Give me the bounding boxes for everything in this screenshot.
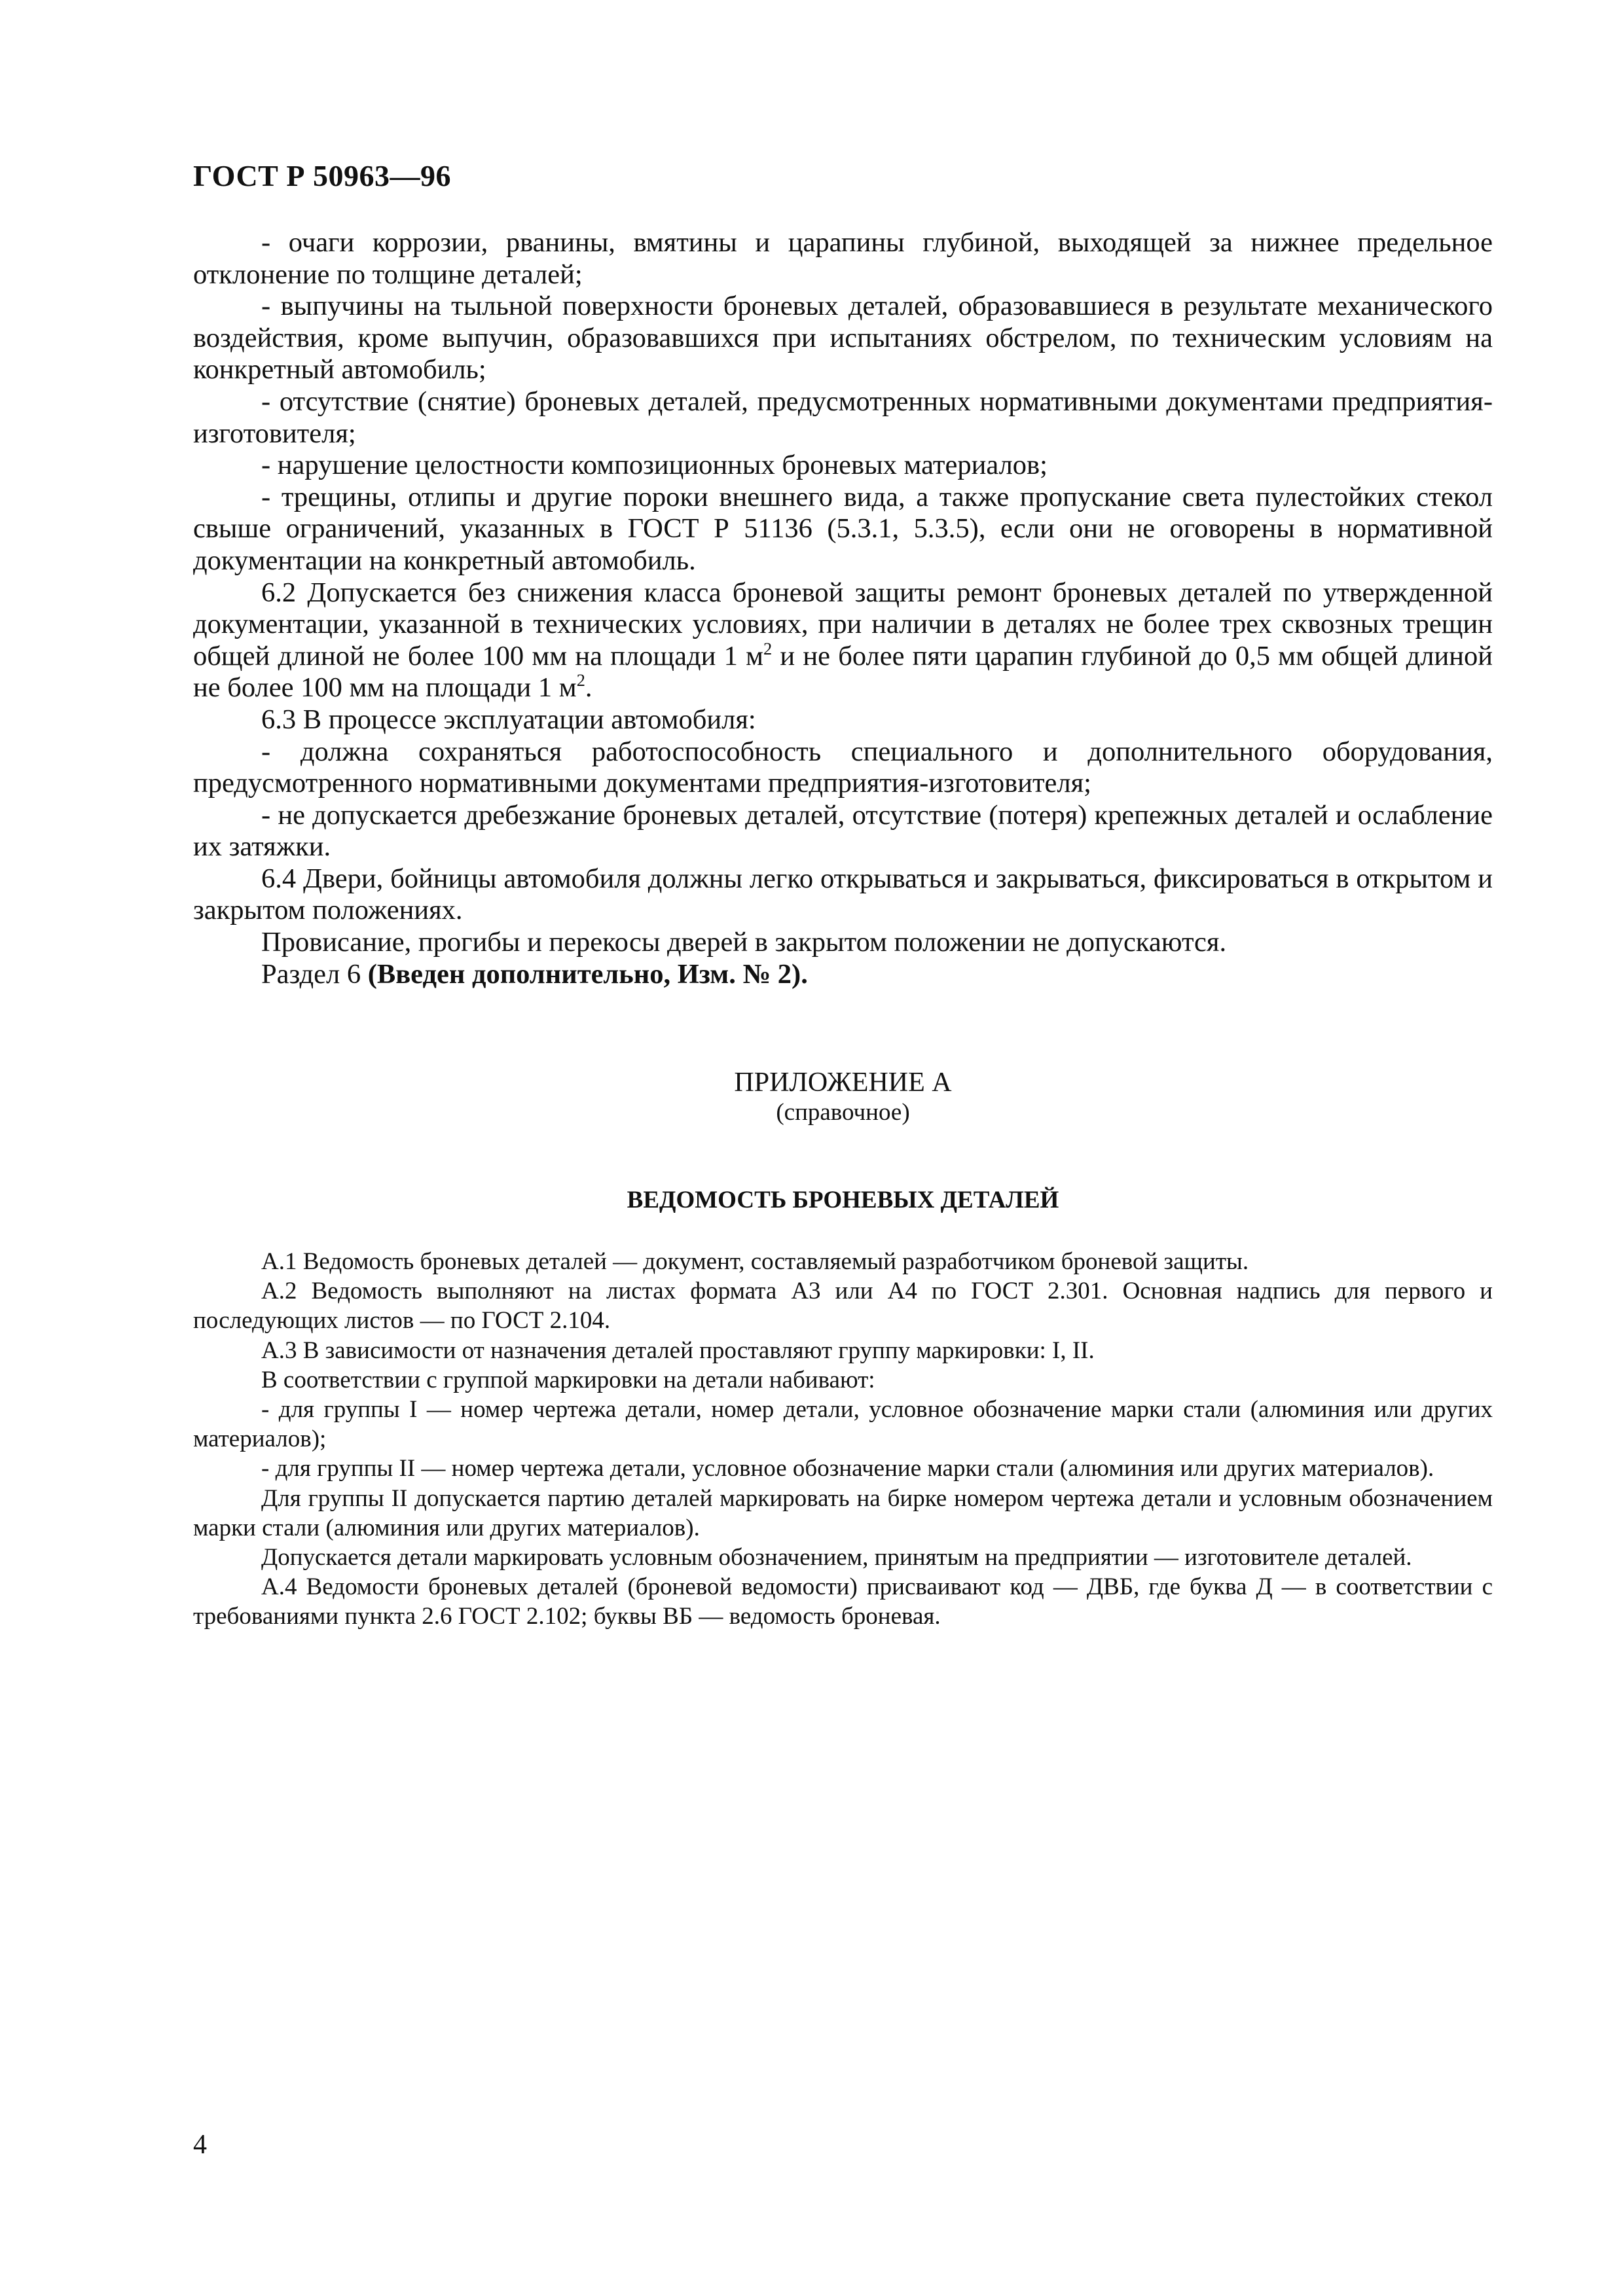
appendix-heading: ВЕДОМОСТЬ БРОНЕВЫХ ДЕТАЛЕЙ — [627, 1187, 1059, 1213]
paragraph-6-4: 6.4 Двери, бойницы автомобиля должны легко открываться и закрываться, фиксироваться в открытом и закрытом положениях. — [193, 863, 1493, 926]
section-6-text — [193, 227, 1493, 990]
list-item: - не допускается дребезжание броневых деталей, отсутствие (потеря) крепежных деталей и ослабление их затяжки. — [193, 799, 1493, 863]
list-item: - должна сохраняться работоспособность специального и дополнительного оборудования, предусмотренного нормативными документами предприятия-изготовителя; — [193, 736, 1493, 799]
list-item: - отсутствие (снятие) броневых деталей, предусмотренных нормативными документами предприятия-изготовителя; — [193, 386, 1493, 449]
paragraph: А.2 Ведомость выполняют на листах формата А3 или А4 по ГОСТ 2.301. Основная надпись для первого и последующих листов — по ГОСТ 2.104. — [193, 1278, 1493, 1335]
paragraph: Допускается детали маркировать условным обозначением, принятым на предприятии — изготовителе деталей. — [261, 1544, 1412, 1571]
list-item: - очаги коррозии, рванины, вмятины и царапины глубиной, выходящей за нижнее предельное отклонение по толщине деталей; — [193, 227, 1493, 290]
paragraph: А.4 Ведомости броневых деталей (броневой ведомости) присваивают код — ДВБ, где буква Д — в соответствии с требованиями пункта 2.6 ГОСТ 2.102; буквы ВБ — ведомость броневая. — [193, 1573, 1493, 1630]
appendix-header — [193, 1067, 1493, 1127]
paragraph: Для группы II допускается партию деталей маркировать на бирке номером чертежа детали и условным обозначением марки стали (алюминия или других материалов). — [193, 1484, 1493, 1541]
paragraph: Провисание, прогибы и перекосы дверей в закрытом положении не допускаются. — [261, 927, 1227, 958]
paragraph: А.1 Ведомость броневых деталей — документ, составляемый разработчиком броневой защиты. — [261, 1248, 1249, 1275]
document-code: ГОСТ Р 50963—96 — [193, 159, 451, 192]
list-item: - нарушение целостности композиционных броневых материалов; — [261, 450, 1048, 481]
paragraph-6-3: 6.3 В процессе эксплуатации автомобиля: — [261, 704, 756, 735]
paragraph: В соответствии с группой маркировки на детали набивают: — [261, 1366, 875, 1393]
list-item: - для группы I — номер чертежа детали, номер детали, условное обозначение марки стали (алюминия или других материалов); — [193, 1396, 1493, 1453]
page-number: 4 — [193, 2130, 207, 2160]
paragraph: А.3 В зависимости от назначения деталей проставляют группу маркировки: I, II. — [261, 1336, 1095, 1364]
amendment-note: Раздел 6 (Введен дополнительно, Изм. № 2). — [261, 958, 808, 990]
appendix-text — [193, 1247, 1493, 1632]
list-item: - выпучины на тыльной поверхности броневых деталей, образовавшиеся в результате механического воздействия, кроме выпучин, образовавшихся при испытаниях обстрелом, по техническим условиям на конкретный автомобиль; — [193, 291, 1493, 386]
paragraph-6-2: 6.2 Допускается без снижения класса броневой защиты ремонт броневых деталей по утвержденной документации, указанной в технических условиях, при наличии в деталях не более трех сквозных трещин общей длиной не более 100 мм на площади 1 $м^2$ и не более пяти царапин глубиной до 0,5 мм общей длиной не более 100 мм на площади 1 $м^2$. — [193, 577, 1493, 704]
appendix-title: ПРИЛОЖЕНИЕ А — [734, 1067, 952, 1098]
list-item: - для группы II — номер чертежа детали, условное обозначение марки стали (алюминия или других материалов). — [261, 1455, 1434, 1482]
list-item: - трещины, отлипы и другие пороки внешнего вида, а также пропускание света пулестойких стекол свыше ограничений, указанных в ГОСТ Р 51136 (5.3.1, 5.3.5), если они не оговорены в нормативной документации на конкретный автомобиль. — [193, 481, 1493, 576]
appendix-subtitle: (справочное) — [776, 1099, 910, 1126]
